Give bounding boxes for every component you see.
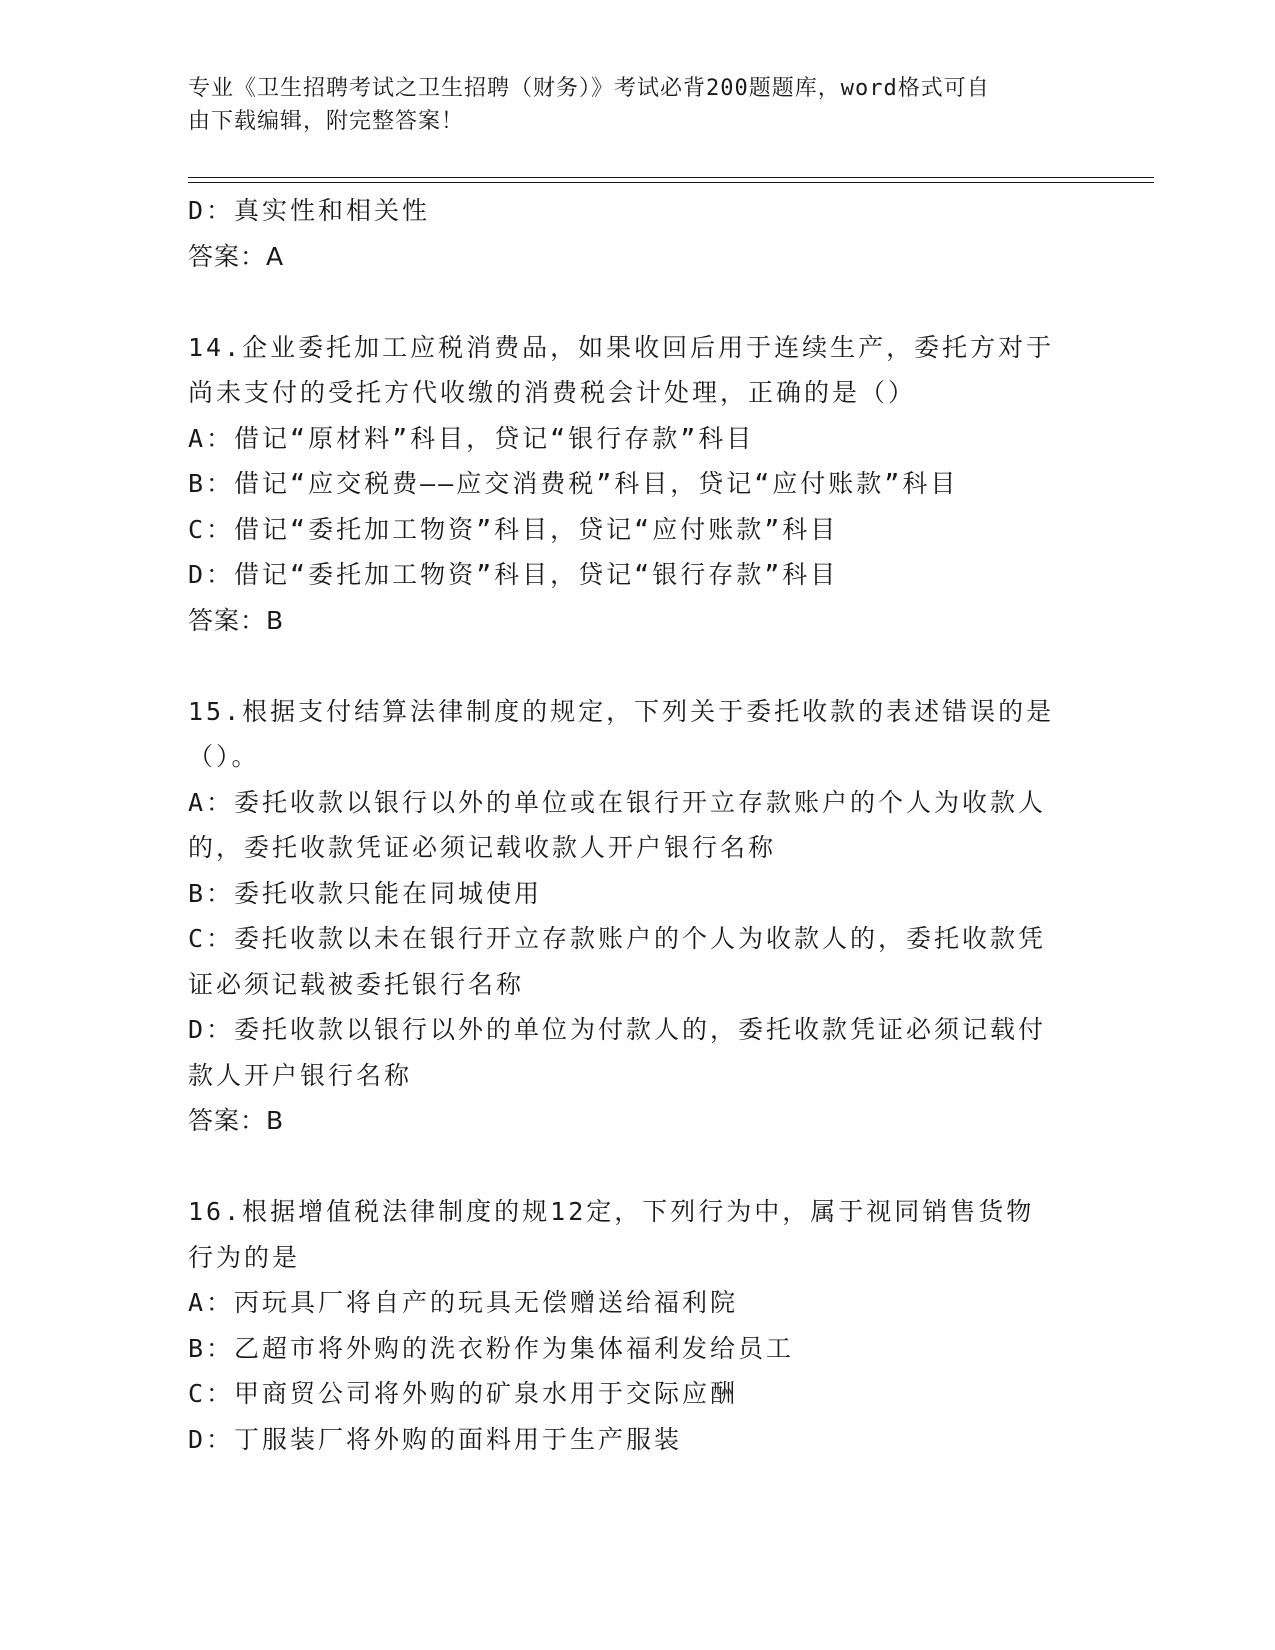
question-stem-continued: 尚未支付的受托方代收缴的消费税会计处理，正确的是（） [188,378,917,407]
question-stem-continued: 行为的是 [188,1242,301,1272]
option-c: C：委托收款以未在银行开立存款账户的个人为收款人的，委托收款凭 [188,924,1047,953]
question-stem: 16.根据增值税法律制度的规12定，下列行为中，属于视同销售货物 [188,1197,1035,1226]
option-b: B：借记“应交税费——应交消费税”科目，贷记“应付账款”科目 [188,469,959,498]
answer-line: 答案：B [188,1106,285,1135]
option-d: D：丁服装厂将外购的面料用于生产服装 [188,1424,683,1454]
option-a: A：借记“原材料”科目，贷记“银行存款”科目 [188,423,755,453]
option-d: D：委托收款以银行以外的单位为付款人的，委托收款凭证必须记载付 [188,1015,1047,1044]
option-d: D：借记“委托加工物资”科目，贷记“银行存款”科目 [188,560,839,589]
header-divider-top [188,177,1154,178]
header-line-1: 专业《卫生招聘考试之卫生招聘（财务）》考试必背200题题库，word格式可自 [188,76,990,101]
question-15 [188,689,1074,1144]
option-b: B：乙超市将外购的洗衣粉作为集体福利发给员工 [188,1333,795,1363]
option-c: C：借记“委托加工物资”科目，贷记“应付账款”科目 [188,514,839,544]
option-b: B：委托收款只能在同城使用 [188,878,543,908]
option-d: D：真实性和相关性 [188,196,431,225]
question-stem: 15.根据支付结算法律制度的规定，下列关于委托收款的表述错误的是 [188,696,1055,726]
answer-line: 答案：A [188,241,285,271]
option-c: C：甲商贸公司将外购的矿泉水用于交际应酬 [188,1379,739,1408]
option-a-continued: 的，委托收款凭证必须记载收款人开户银行名称 [188,833,777,862]
previous-question-tail [188,188,1074,279]
spacer [188,643,1074,689]
answer-line: 答案：B [188,605,285,635]
spacer [188,279,1074,325]
spacer [188,1144,1074,1190]
question-stem: 14.企业委托加工应税消费品，如果收回后用于连续生产，委托方对于 [188,332,1055,362]
question-16 [188,1189,1074,1462]
option-a: A：丙玩具厂将自产的玩具无偿赠送给福利院 [188,1288,739,1317]
option-a: A：委托收款以银行以外的单位或在银行开立存款账户的个人为收款人 [188,787,1047,817]
question-14 [188,325,1074,644]
header-line-2: 由下载编辑，附完整答案！ [188,109,465,134]
question-content [188,188,1074,1462]
option-c-continued: 证必须记载被委托银行名称 [188,969,525,999]
document-header [188,72,1068,138]
option-d-continued: 款人开户银行名称 [188,1060,413,1090]
header-divider-bottom [188,182,1154,183]
question-stem-continued: （）。 [188,742,260,771]
